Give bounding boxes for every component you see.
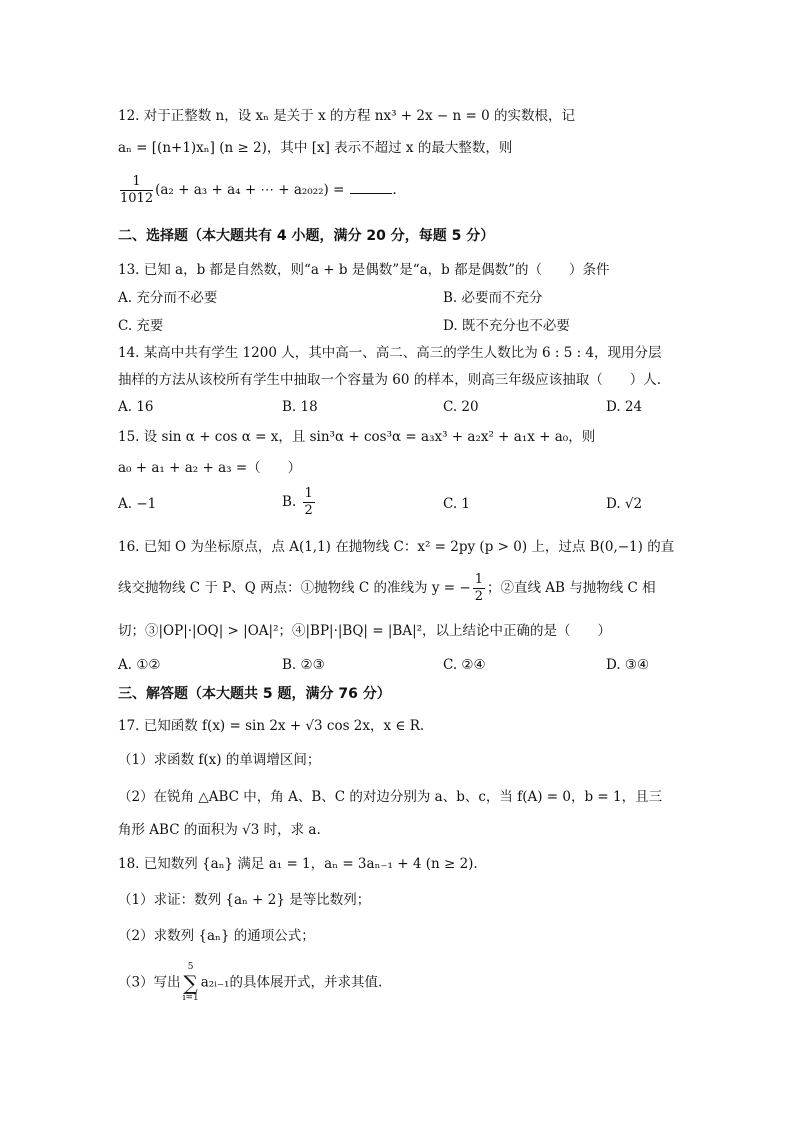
q12-period: .	[392, 182, 397, 198]
q14-line2: 抽样的方法从该校所有学生中抽取一个容量为 60 的样本，则高三年级应该抽取（ ）人.	[118, 372, 662, 388]
q13-option-b: B. 必要而不充分	[443, 290, 543, 306]
q12-line2: aₙ = [(n+1)xₙ] (n ≥ 2)，其中 [x] 表示不超过 x 的最大整数，则	[118, 140, 513, 156]
q12-expression: (a₂ + a₃ + a₄ + ⋯ + a₂₀₂₂) =	[155, 182, 345, 198]
q14-option-d: D. 24	[606, 399, 643, 415]
q16-option-c: C. ②④	[443, 657, 486, 673]
section-2-title: 二、选择题（本大题共有 4 小题，满分 20 分，每题 5 分）	[118, 228, 495, 244]
q15-b-num: 1	[304, 486, 313, 501]
q18-stem: 18. 已知数列 {aₙ} 满足 a₁ = 1，aₙ = 3aₙ₋₁ + 4 (n ≥ 2).	[118, 856, 478, 872]
q18-part1: （1）求证：数列 {aₙ + 2} 是等比数列；	[118, 892, 371, 908]
q18-part2: （2）求数列 {aₙ} 的通项公式；	[118, 928, 315, 944]
q15-option-a: A. −1	[118, 496, 157, 512]
q18-part3-end: 的具体展开式，并求其值.	[229, 974, 383, 991]
q13-option-a: A. 充分而不必要	[118, 290, 218, 306]
q15-option-d: D. √2	[606, 496, 643, 512]
sum-term: a₂ᵢ₋₁	[200, 974, 230, 991]
q17-part1: （1）求函数 f(x) 的单调增区间；	[118, 752, 321, 768]
q16-line2-start: 线交抛物线 C 于 P、Q 两点：①抛物线 C 的准线为 y = −	[118, 580, 471, 596]
q15-b-den: 2	[304, 503, 313, 518]
q12-line3	[118, 174, 397, 207]
q14-option-a: A. 16	[118, 399, 154, 415]
q17-part2-line2: 角形 ABC 的面积为 √3 时，求 a.	[118, 822, 321, 838]
q18-part3-start: （3）写出	[118, 974, 181, 991]
q16-frac-num: 1	[474, 572, 483, 587]
q16-line1: 16. 已知 O 为坐标原点，点 A(1,1) 在抛物线 C：x² = 2py (p > 0) 上，过点 B(0,−1) 的直	[118, 539, 675, 555]
q13-stem: 13. 已知 a，b 都是自然数，则“a + b 是偶数”是“a，b 都是偶数”的（ ）条件	[118, 262, 610, 278]
q17-stem: 17. 已知函数 f(x) = sin 2x + √3 cos 2x，x ∈ R.	[118, 718, 425, 734]
q16-line3: 切；③|OP|·|OQ| > |OA|²；④|BP|·|BQ| = |BA|²，以上结论中正确的是（ ）	[118, 623, 612, 639]
q14-option-c: C. 20	[443, 399, 479, 415]
q14-option-b: B. 18	[282, 399, 318, 415]
q15-option-c: C. 1	[443, 496, 471, 512]
q16-fraction	[473, 572, 485, 605]
q12-line1: 12. 对于正整数 n，设 xₙ 是关于 x 的方程 nx³ + 2x − n = 0 的实数根，记	[118, 108, 575, 124]
q15-option-b-label: B.	[282, 494, 297, 510]
q16-option-a: A. ①②	[118, 657, 161, 673]
answer-blank[interactable]	[350, 193, 392, 194]
sum-upper-limit: 5	[187, 962, 194, 972]
sum-symbol: ∑	[183, 971, 198, 995]
q16-line2-end: ；②直线 AB 与抛物线 C 相	[486, 580, 656, 596]
q15-option-b	[282, 486, 317, 519]
q12-frac-den: 1012	[120, 191, 154, 206]
q18-part3	[118, 962, 382, 1004]
section-3-title: 三、解答题（本大题共 5 题，满分 76 分）	[118, 686, 391, 702]
q12-frac-num: 1	[120, 174, 153, 191]
q15-line2: a₀ + a₁ + a₂ + a₃ =（ ）	[118, 460, 302, 476]
q16-frac-den: 2	[474, 589, 483, 604]
q15-line1: 15. 设 sin α + cos α = x，且 sin³α + cos³α = a₃x³ + a₂x² + a₁x + a₀，则	[118, 429, 596, 445]
q16-line2	[118, 572, 656, 605]
q16-option-d: D. ③④	[606, 657, 650, 673]
q16-option-b: B. ②③	[282, 657, 325, 673]
q12-fraction	[120, 174, 153, 207]
q13-option-d: D. 既不充分也不必要	[443, 318, 570, 334]
sum-lower-limit: i=1	[182, 993, 199, 1003]
summation	[183, 962, 199, 1004]
q17-part2-line1: （2）在锐角 △ABC 中，角 A、B、C 的对边分别为 a、b、c，当 f(A) = 0，b = 1，且三	[118, 789, 663, 805]
q14-line1: 14. 某高中共有学生 1200 人，其中高一、高二、高三的学生人数比为 6 : 5 : 4，现用分层	[118, 345, 662, 361]
q13-option-c: C. 充要	[118, 318, 164, 334]
q15-option-b-fraction	[303, 486, 315, 519]
